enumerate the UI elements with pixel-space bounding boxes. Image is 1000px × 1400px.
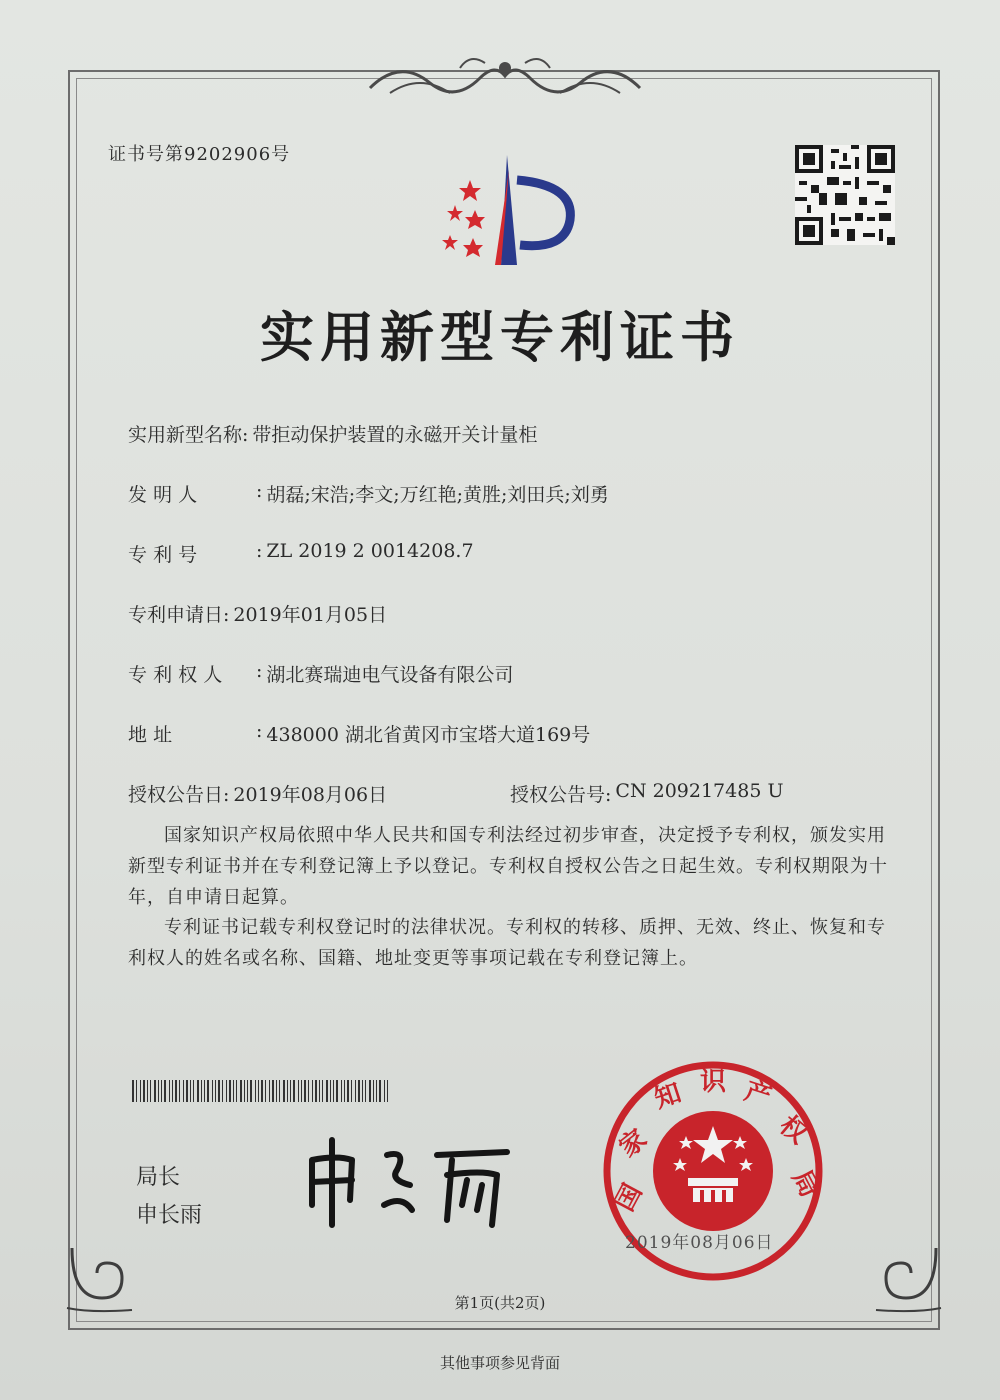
label-char: 权 <box>178 664 198 686</box>
barcode-bar <box>355 1080 356 1102</box>
field-grant-date <box>128 780 387 807</box>
field-value: 2019年08月06日 <box>233 784 388 806</box>
barcode-bar <box>333 1080 334 1102</box>
field-label: 授权公告号: <box>510 784 612 806</box>
svg-text:国: 国 <box>609 1179 649 1217</box>
barcode-bar <box>222 1080 223 1102</box>
barcode-bar <box>362 1080 363 1102</box>
barcode-bar <box>312 1080 313 1102</box>
barcode-bar <box>147 1080 148 1102</box>
svg-text:识: 识 <box>700 1067 727 1097</box>
label-char: 人 <box>203 664 223 686</box>
barcode-bar <box>347 1080 349 1102</box>
barcode-bar <box>384 1080 385 1102</box>
barcode-bar <box>373 1080 374 1102</box>
barcode-bar <box>322 1080 323 1102</box>
field-address <box>128 720 590 747</box>
svg-text:权: 权 <box>773 1110 813 1151</box>
barcode-bar <box>190 1080 191 1102</box>
barcode-bar <box>172 1080 173 1102</box>
field-label <box>128 660 256 687</box>
barcode-bar <box>344 1080 345 1102</box>
field-value: 胡磊;宋浩;李文;万红艳;黄胜;刘田兵;刘勇 <box>266 484 609 506</box>
barcode-bar <box>247 1080 248 1102</box>
field-label: 授权公告日: <box>128 784 230 806</box>
barcode-bar <box>261 1080 263 1102</box>
certificate-number: 证书号第9202906号 <box>108 144 291 165</box>
barcode-bar <box>283 1080 285 1102</box>
barcode-bar <box>351 1080 352 1102</box>
barcode-bar <box>365 1080 366 1102</box>
barcode-bar <box>279 1080 280 1102</box>
barcode-bar <box>387 1080 388 1102</box>
field-label <box>128 480 256 507</box>
field-patentee <box>128 660 513 687</box>
barcode-bar <box>136 1080 137 1102</box>
top-ornament <box>360 48 650 108</box>
barcode-bar <box>301 1080 302 1102</box>
barcode <box>132 1080 392 1102</box>
label-char: 发 <box>128 484 148 506</box>
label-char: 号 <box>178 544 198 566</box>
barcode-bar <box>233 1080 234 1102</box>
label-colon: : <box>256 660 263 682</box>
label-char: 址 <box>153 724 173 746</box>
barcode-bar <box>341 1080 342 1102</box>
field-utility-model-name <box>128 420 537 447</box>
barcode-bar <box>175 1080 177 1102</box>
barcode-bar <box>326 1080 328 1102</box>
seal-date: 2019年08月06日 <box>625 1233 774 1253</box>
director-signature <box>292 1130 522 1230</box>
barcode-bar <box>154 1080 156 1102</box>
field-value: CN 209217485 U <box>615 780 784 802</box>
barcode-bar <box>179 1080 180 1102</box>
label-char: 专 <box>128 664 148 686</box>
label-char: 地 <box>128 724 148 746</box>
barcode-bar <box>236 1080 237 1102</box>
page-indicator: 第1页(共2页) <box>454 1294 546 1312</box>
svg-text:家: 家 <box>613 1123 653 1164</box>
barcode-bar <box>276 1080 277 1102</box>
label-char: 人 <box>178 484 198 506</box>
director-name: 申长雨 <box>136 1203 203 1228</box>
barcode-bar <box>140 1080 141 1102</box>
label-char: 利 <box>153 544 173 566</box>
barcode-bar <box>244 1080 245 1102</box>
barcode-bar <box>164 1080 166 1102</box>
svg-text:产: 产 <box>740 1076 775 1113</box>
patent-office-logo <box>425 150 585 275</box>
barcode-bar <box>255 1080 256 1102</box>
barcode-bar <box>269 1080 270 1102</box>
field-grant-number <box>510 780 783 807</box>
barcode-bar <box>169 1080 170 1102</box>
director-title: 局长 <box>136 1165 181 1190</box>
label-char: 利 <box>153 664 173 686</box>
barcode-bar <box>150 1080 151 1102</box>
qr-code-icon <box>795 145 895 245</box>
legal-paragraph-1: 国家知识产权局依照中华人民共和国专利法经过初步审查，决定授予专利权，颁发实用新型专利证书并在专利登记簿上予以登记。专利权自授权公告之日起生效。专利权期限为十年，自申请日起算。 <box>128 825 888 908</box>
barcode-bar <box>212 1080 213 1102</box>
barcode-bar <box>161 1080 162 1102</box>
field-value: 湖北赛瑞迪电气设备有限公司 <box>266 664 514 686</box>
barcode-bar <box>287 1080 288 1102</box>
field-value: ZL 2019 2 0014208.7 <box>266 540 474 562</box>
barcode-bar <box>336 1080 338 1102</box>
barcode-bar <box>258 1080 259 1102</box>
barcode-bar <box>315 1080 317 1102</box>
barcode-bar <box>304 1080 306 1102</box>
label-colon: : <box>256 720 263 742</box>
certificate-title: 实用新型专利证书 <box>260 305 740 369</box>
barcode-bar <box>186 1080 188 1102</box>
barcode-bar <box>193 1080 194 1102</box>
field-value: 带拒动保护装置的永磁开关计量柜 <box>252 424 538 446</box>
field-label <box>128 720 256 747</box>
label-char: 明 <box>153 484 173 506</box>
barcode-bar <box>197 1080 199 1102</box>
barcode-bar <box>158 1080 159 1102</box>
svg-text:知: 知 <box>650 1078 685 1115</box>
barcode-bar <box>218 1080 220 1102</box>
barcode-bar <box>290 1080 291 1102</box>
barcode-bar <box>330 1080 331 1102</box>
barcode-bar <box>369 1080 371 1102</box>
field-value: 438000 湖北省黄冈市宝塔大道169号 <box>266 724 591 746</box>
legal-paragraph-2: 专利证书记载专利权登记时的法律状况。专利权的转移、质押、无效、终止、恢复和专利权人的姓名或名称、国籍、地址变更等事项记载在专利登记簿上。 <box>128 917 886 969</box>
barcode-bar <box>215 1080 216 1102</box>
footer-note: 其他事项参见背面 <box>439 1354 560 1372</box>
field-label: 实用新型名称: <box>128 424 249 446</box>
barcode-bar <box>358 1080 360 1102</box>
barcode-bar <box>308 1080 309 1102</box>
barcode-bar <box>293 1080 295 1102</box>
barcode-bar <box>376 1080 377 1102</box>
barcode-bar <box>265 1080 266 1102</box>
barcode-bar <box>272 1080 274 1102</box>
field-value: 2019年01月05日 <box>233 604 388 626</box>
label-colon: : <box>256 480 263 502</box>
barcode-bar <box>132 1080 134 1102</box>
field-label <box>128 540 256 567</box>
barcode-bar <box>229 1080 231 1102</box>
barcode-bar <box>204 1080 205 1102</box>
barcode-bar <box>207 1080 209 1102</box>
barcode-bar <box>143 1080 145 1102</box>
barcode-bar <box>226 1080 227 1102</box>
field-patent-number <box>128 540 474 567</box>
label-colon: : <box>256 540 263 562</box>
field-filing-date <box>128 600 387 627</box>
barcode-bar <box>319 1080 320 1102</box>
svg-text:局: 局 <box>785 1165 825 1203</box>
label-char: 专 <box>128 544 148 566</box>
barcode-bar <box>201 1080 202 1102</box>
field-label: 专利申请日: <box>128 604 230 626</box>
barcode-bar <box>240 1080 242 1102</box>
barcode-bar <box>379 1080 381 1102</box>
field-inventor <box>128 480 609 507</box>
barcode-bar <box>250 1080 252 1102</box>
barcode-bar <box>298 1080 299 1102</box>
barcode-bar <box>183 1080 184 1102</box>
